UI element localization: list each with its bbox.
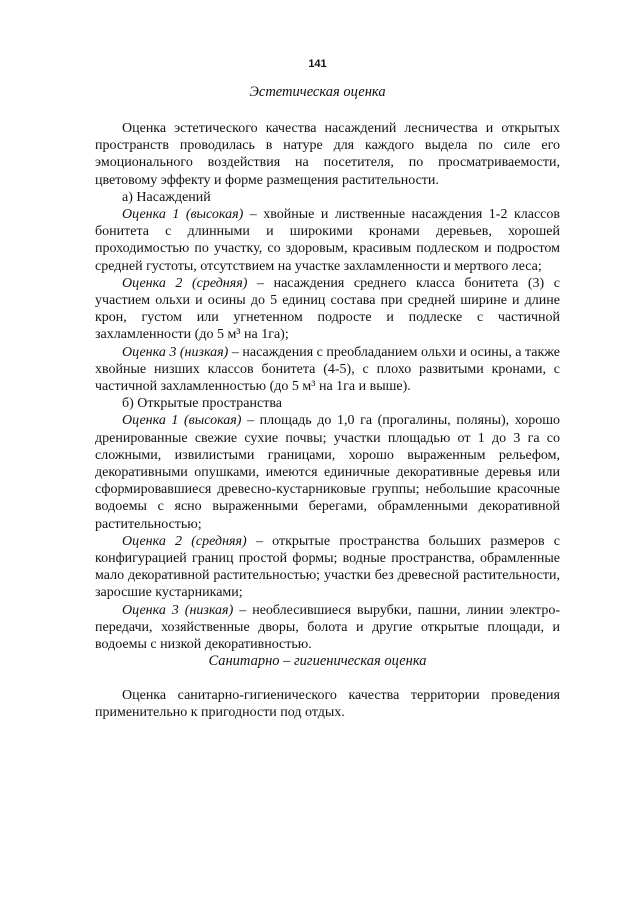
- group-a-item-3: [95, 344, 560, 396]
- rating-label: Оценка 1 (высокая): [122, 207, 244, 223]
- rating-label: Оценка 2 (средняя): [122, 533, 247, 549]
- group-a-item-2: [95, 275, 560, 344]
- rating-text: – открытые пространства больших размеров с конфигурацией границ простой формы; водные пространства, обрамленные мало декоративной растительностью; участки без древесной растительности, заросшие кустарниками;: [95, 533, 560, 601]
- rating-label: Оценка 3 (низкая): [122, 344, 229, 360]
- page-number: 141: [308, 58, 327, 70]
- group-a-item-1: [95, 206, 560, 275]
- group-b-heading: б) Открытые пространства: [122, 396, 282, 412]
- rating-text: – насаждения среднего класса бонитета (3) с участием ольхи и осины до 5 единиц состава при средней ширине и длине крон, густом или угнетенном подросте и подлеске с частичной захламленности (до 5 м³ на 1га);: [95, 275, 561, 343]
- intro-paragraph: Оценка эстетического качества насаждений лесничества и открытых пространств проводилась в натуре для каждого выдела по силе его эмоционального воздействия на посетителя, по просматриваемости, цветовому эффекту и форме размещения растительности.: [95, 121, 560, 188]
- group-b-item-1: [95, 412, 560, 532]
- sanitary-intro-paragraph: Оценка санитарно-гигиенического качества территории проведения применительно к пригодности под отдых.: [95, 688, 560, 721]
- rating-label: Оценка 2 (средняя): [122, 275, 248, 291]
- rating-label: Оценка 3 (низкая): [122, 602, 234, 618]
- rating-text: – площадь до 1,0 га (прогалины, поляны), хорошо дренированные свежие сухие почвы; участки площадью от 1 до 3 га со сложными, извилистыми границами, хорошо выраженным рельефом, декоративными опушками, имеются единичные декоративные деревья или сформировавшиеся древесно-кустарниковые группы; небольшие красочные водоемы с ясно выраженными берегами, обрамленными декоративной растительностью;: [95, 413, 560, 532]
- rating-text: – насаждения с преобладанием ольхи и осины, а также хвойные низших классов бонитета (4-5), с плохо развитыми кронами, с частичной захламленностью (до 5 м³ на 1га и выше).: [95, 344, 560, 395]
- section-body-sanitary: [95, 687, 560, 721]
- section-title-aesthetic: Эстетическая оценка: [249, 84, 386, 100]
- group-b-item-3: [95, 602, 560, 654]
- rating-text: – хвойные и лиственные насаждения 1-2 классов бонитета с длинными и широкими кронами деревьев, хорошей проходимостью по участку, со здоровым, красивым подлеском и подростом средней густоты, отсутствием на участке захламленности и мертвого леса;: [95, 207, 560, 274]
- rating-text: – необлесившиеся вырубки, пашни, линии электро-передачи, хозяйственные дворы, болота и другие открытые площади, и водоемы с низкой декоративностью.: [95, 602, 560, 653]
- group-a-heading: а) Насаждений: [122, 189, 211, 205]
- rating-label: Оценка 1 (высокая): [122, 413, 242, 429]
- section-body-aesthetic: [95, 120, 560, 653]
- section-title-sanitary: Санитарно – гигиеническая оценка: [208, 653, 427, 669]
- group-b-item-2: [95, 533, 560, 602]
